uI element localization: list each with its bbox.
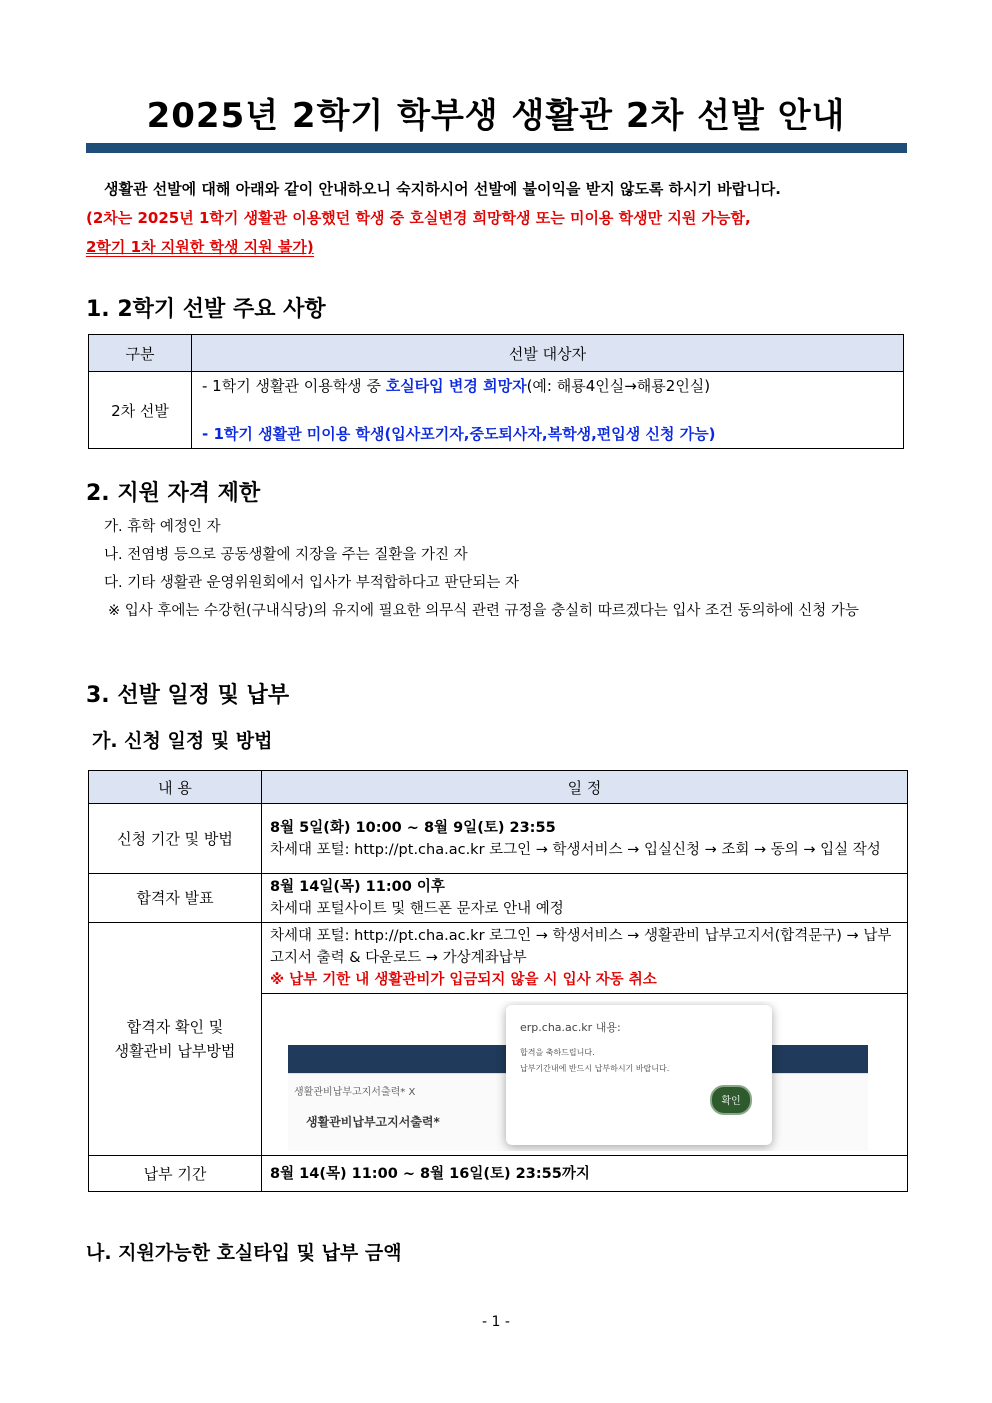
section1-heading: 1. 2학기 선발 주요 사항 xyxy=(86,297,326,322)
intro xyxy=(86,175,907,262)
target-item-suffix: (예: 해룡4인실→해룡2인실) xyxy=(526,377,711,395)
page-number: - 1 - xyxy=(482,1314,510,1330)
col-header-schedule: 일 정 xyxy=(262,771,908,804)
screenshot-cell xyxy=(262,994,908,1156)
target-cell xyxy=(192,372,904,449)
apply-date: 8월 5일(화) 10:00 ~ 8월 9일(토) 23:55 xyxy=(270,819,556,836)
pay-desc: 차세대 포털: http://pt.cha.ac.kr 로그인 → 학생서비스 → 생활관비 납부고지서(합격문구) → 납부고지서 출력 & 다운로드 → 가상계좌납부 xyxy=(270,928,892,966)
target-item-highlight: 호실타입 변경 희망자 xyxy=(385,377,527,395)
target-item-prefix: - 1학기 생활관 이용학생 중 xyxy=(202,377,386,395)
dialog-ok-button: 확인 xyxy=(710,1085,752,1115)
list-item: 나. 전염병 등으로 공동생활에 지장을 주는 질환을 가진 자 xyxy=(104,547,468,563)
row-label: 납부 기간 xyxy=(89,1156,262,1192)
apply-desc: 차세대 포털: http://pt.cha.ac.kr 로그인 → 학생서비스 → 입실신청 → 조회 → 동의 → 입실 작성 xyxy=(270,841,881,858)
row-label: 합격자 발표 xyxy=(89,874,262,923)
list-item: 다. 기타 생활관 운영위원회에서 입사가 부적합하다고 판단되는 자 xyxy=(104,575,520,591)
col-header-content: 내 용 xyxy=(89,771,262,804)
restriction-note: ※ 입사 후에는 수강헌(구내식당)의 유지에 필요한 의무식 관련 규정을 충실히 따르겠다는 입사 조건 동의하에 신청 가능 xyxy=(108,603,859,619)
list-item: 가. 휴학 예정인 자 xyxy=(104,519,221,535)
dialog-message: 합격을 축하드립니다. xyxy=(520,1047,595,1057)
alert-dialog xyxy=(506,1005,772,1145)
page-title: 2025년 2학기 학부생 생활관 2차 선발 안내 xyxy=(146,96,846,136)
target-item: - 1학기 생활관 미이용 학생(입사포기자,중도퇴사자,복학생,편입생 신청 가능) xyxy=(202,425,716,443)
announce-desc: 차세대 포털사이트 및 핸드폰 문자로 안내 예정 xyxy=(270,901,564,917)
title-divider xyxy=(86,143,907,153)
portal-screenshot xyxy=(280,1001,880,1151)
selection-table xyxy=(88,334,904,449)
restriction-list xyxy=(104,513,519,597)
dialog-message: 납부기간내에 반드시 납부하시기 바랍니다. xyxy=(520,1063,670,1073)
row-label xyxy=(89,923,262,1156)
intro-notice: (2차는 2025년 1학기 생활관 이용했던 학생 중 호실변경 희망학생 또는 미이용 학생만 지원 가능함, xyxy=(86,209,751,227)
portal-page-heading: 생활관비납부고지서출력* xyxy=(306,1114,440,1129)
col-header-category: 구분 xyxy=(89,335,192,372)
intro-line: 생활관 선발에 대해 아래와 같이 안내하오니 숙지하시어 선발에 불이익을 받지 않도록 하시기 바랍니다. xyxy=(104,180,781,198)
row-label: 2차 선발 xyxy=(89,372,192,449)
schedule-cell xyxy=(262,923,908,994)
subsection-heading: 가. 신청 일정 및 방법 xyxy=(92,730,273,752)
subsection-heading: 나. 지원가능한 호실타입 및 납부 금액 xyxy=(86,1242,402,1264)
target-item xyxy=(202,374,893,398)
schedule-cell xyxy=(262,874,908,923)
section3-heading: 3. 선발 일정 및 납부 xyxy=(86,683,290,708)
pay-warning: ※ 납부 기한 내 생활관비가 입금되지 않을 시 입사 자동 취소 xyxy=(270,972,657,988)
portal-tab: 생활관비납부고지서출력* X xyxy=(294,1086,416,1098)
row-label-line: 생활관비 납부방법 xyxy=(114,1042,236,1060)
period-date: 8월 14(목) 11:00 ~ 8월 16일(토) 23:55까지 xyxy=(262,1156,908,1192)
row-label-line: 합격자 확인 및 xyxy=(126,1018,224,1036)
col-header-target: 선발 대상자 xyxy=(192,335,904,372)
dialog-title: erp.cha.ac.kr 내용: xyxy=(520,1020,621,1034)
section2-heading: 2. 지원 자격 제한 xyxy=(86,481,261,506)
row-label: 신청 기간 및 방법 xyxy=(89,804,262,874)
schedule-table xyxy=(88,770,908,1192)
announce-date: 8월 14일(목) 11:00 이후 xyxy=(270,879,445,895)
intro-notice-underlined: 2학기 1차 지원한 학생 지원 불가) xyxy=(86,238,314,256)
schedule-cell xyxy=(262,804,908,874)
